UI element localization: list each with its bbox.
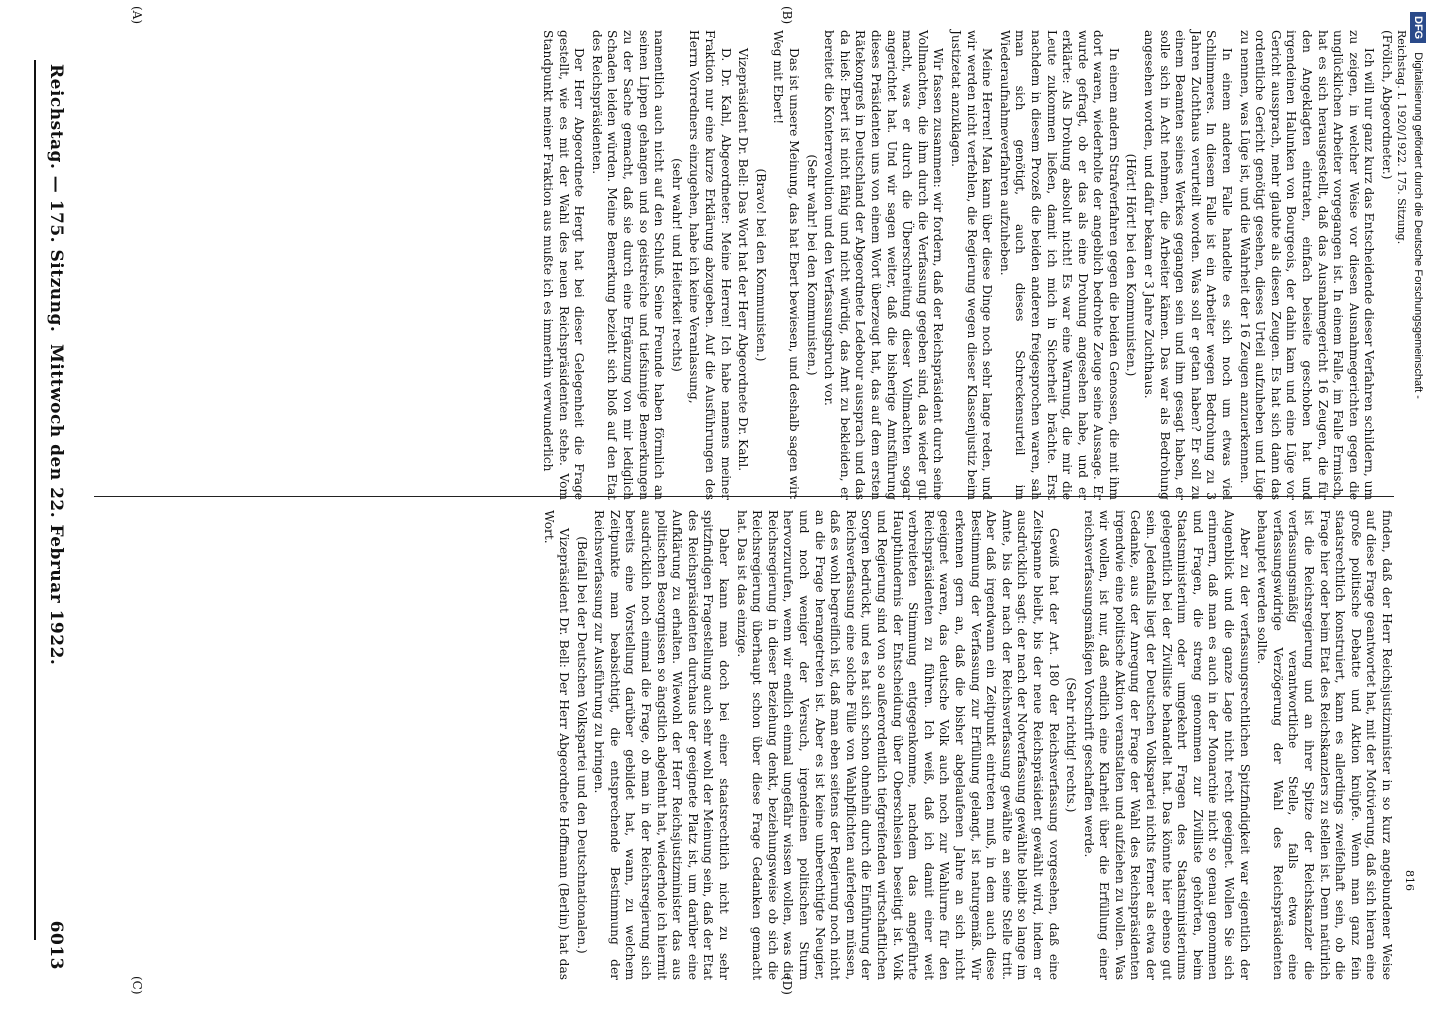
left-column-paragraph: D. Dr. Kahl, Abgeordneter: Meine Herren! Ich habe namens meiner Fraktion nur eine kurze Erklärung abzugeben. Auf die Ausführungen des Herrn Vorredners einzugehen, habe ich keine Veranlassung, xyxy=(687,30,733,500)
right-column-paragraph: Aber zu der verfassungsrechtlichen Spitzfindigkeit war eigentlich der Augenblick und die ganze Lage nicht recht geeignet. Wollen Sie sich erinnern, daß man es auch in der Monarchie nicht so genau genommen und Fragen, die streng genommen zur Zivilliste gehörten, beim Staatsministerium oder umgekehrt Fragen des Staatsministeriums gelegentlich bei der Zivilliste behandelt hat. Das könnte hier ebenso gut sein. Jedenfalls liegt der Deutschen Volkspartei nichts ferner als etwa der Gedanke, aus der Anregung der Frage der Wahl des Reichspräsidenten irgendwie eine politische Aktion veranstalten und aufziehen zu wollen. Was wir wollen, ist nur, daß endlich eine Klarheit über die Erfüllung einer reichsverfassungsmäßigen Vorschrift geschaffen werde. xyxy=(1081,510,1252,980)
left-column-paragraph: (sehr wahr! und Heiterkeit rechts) xyxy=(669,158,684,372)
left-column-paragraph: (Bravo! bei den Kommunisten.) xyxy=(753,168,768,362)
left-column-paragraph: namentlich auch nicht auf den Schluß. Seine Freunde haben förmlich an seinen Lippen gehangen und so geistreiche und tiefsinnige Bemerkungen zu der Sache gemacht, daß sie durch eine Ergänzung von mir lediglich Schaden leiden würden. Meine Bemerkung bezieht sich bloß auf den Etat des Reichspräsidenten. xyxy=(589,30,667,500)
margin-letter-d: (D) xyxy=(780,976,794,995)
page-header xyxy=(34,14,74,986)
left-column-paragraph: Ich will nur ganz kurz das Entscheidende dieser Verfahren schildern, um zu zeigen, in welcher Weise vor diesen Ausnahmegerichten gegen die unglücklichen Arbeiter vorgegangen ist. In einem Falle, im Falle Ermisch, hat es sich herausgestellt, daß das Ausnahmegericht 16 Zeugen, die für den Angeklagten eintraten, einfach beiseite geschoben hat und irgendeinen Halunken von Bourgeois, der dahin kam und eine Lüge vor Gericht aussprach, mehr glaubte als diesen Zeugen. Es hat sich dann das ordentliche Gericht genötigt gesehen, dieses Urteil aufzuheben und Lüge zu nennen, was Lüge ist, und die Wahrheit der 16 Zeugen anzuerkennen. xyxy=(1237,30,1377,500)
left-column-paragraph: Vizepräsident Dr. Bell: Das Wort hat der Herr Abgeordnete Dr. Kahl. xyxy=(736,48,751,472)
left-column-paragraph: (Sehr wahr! bei den Kommunisten.) xyxy=(804,154,819,376)
right-column-paragraph: (Beifall bei der Deutschen Volkspartei und den Deutschnationalen.) xyxy=(574,536,589,954)
right-column-paragraph: finden, daß der Herr Reichsjustizminister in so kurz angebundener Weise auf diese Frage geantwortet hat, mit der Motivierung, daß sich hieran eine große politische Debatte und Aktion knüpfe. Wenn man ganz fein staatsrechtlich konstruiert, kann es allerdings zweifelhaft sein, ob die Frage hier oder beim Etat des Reichskanzlers zu stellen ist. Denn natürlich ist die Reichsregierung und an ihrer Spitze der Reichskanzler die verfassungsmäßig verantwortliche Stelle, falls etwa eine verfassungswidrige Verzögerung der Wahl des Reichspräsidenten behauptet werden sollte. xyxy=(1255,510,1394,980)
left-column-paragraph: Das ist unsere Meinung, das hat Ebert bewiesen, und deshalb sagen wir: Weg mit Ebert! xyxy=(771,30,802,500)
header-session: Reichstag. — 175. Sitzung. xyxy=(46,64,66,333)
left-column-paragraph: (Hört! Hört! bei den Kommunisten.) xyxy=(1124,153,1139,377)
text-column-right xyxy=(84,510,1394,980)
column-divider xyxy=(94,496,1394,497)
left-column-paragraph: Wir fassen zusammen: wir fordern, daß der Reichspräsident durch seine Vollmachten, die ihm durch die Verfassung gegeben sind, das wieder gut macht, was er durch die Überschreitung dieser Vollmachten sogar angerichtet hat. Und wir sagen weiter, daß die bisherige Amtsführung dieses Präsidenten uns von einem Wort überzeugt hat, das auf dem ersten Rätekongreß in Deutschland der Abgeordnete Ledebour aussprach und das da hieß: Ebert ist nicht fähig und nicht würdig, das Amt zu bekleiden, er bereitet die Konterrevolution und den Verfassungsbruch vor. xyxy=(822,30,946,500)
credit-text: Digitalisierung gefördert durch die Deutsche Forschungsgemeinschaft - xyxy=(1412,52,1424,399)
margin-letter-a: (A) xyxy=(130,6,144,25)
margin-letter-c: (C) xyxy=(130,976,144,995)
left-column-paragraph: In einem anderen Falle handelte es sich noch um etwas viel Schlimmeres. In diesem Falle ist ein Arbeiter wegen Bedrohung zu 3 Jahren Zuchthaus verurteilt worden. Was soll er getan haben? Er soll zu einem Beamten seines Werkes gegangen sein und ihm gesagt haben, er solle sich in Acht nehmen, die Arbeiter kämen. Das war als Bedrohung angesehen worden, und dafür bekam er 3 Jahre Zuchthaus. xyxy=(1142,30,1235,500)
right-column-paragraph: Vizepräsident Dr. Bell: Der Herr Abgeordnete Hoffmann (Berlin) hat das Wort. xyxy=(541,510,572,980)
left-column-paragraph: Der Herr Abgeordnete Hergt hat bei dieser Gelegenheit die Frage gestellt, wie es mit der Wahl des neuen Reichspräsidenten stehe. Vom Standpunkt meiner Fraktion aus mußte ich es immerhin verwunderlich xyxy=(541,30,587,500)
left-column-paragraph: In einem andern Strafverfahren gegen die beiden Genossen, die mit ihm dort waren, wiederholte der angeblich bedrohte Zeuge seine Aussage. Er wurde gefragt, ob er das als eine Drohung angesehen habe, und er erklärte: Als Drohung absolut nicht! Es war eine Warnung, die mir die Leute zukommen ließen, damit ich mich in Sicherheit brächte. Erst nachdem in diesem Prozeß die beiden anderen freigesprochen waren, sah man sich genötigt, auch dieses Schreckensurteil im Wiederaufnahmeverfahren aufzuheben. xyxy=(997,30,1121,500)
right-column-paragraph: (Sehr richtig! rechts.) xyxy=(1064,677,1079,813)
text-column-left xyxy=(84,30,1394,500)
header-rule xyxy=(34,60,36,940)
footer-citation: Reichstag. I. 1920/1922. 175. Sitzung. xyxy=(1395,30,1408,245)
dfg-logo: DFG xyxy=(1410,12,1426,43)
right-column-paragraph: Gewiß hat der Art. 180 der Reichsverfassung vorgesehen, daß eine Zeitspanne bleibt, bis der neue Reichspräsident gewählt wird, indem er ausdrücklich sagt: der nach der Notverfassung gewählte bleibt so lange im Amte, bis der nach der Reichsverfassung gewählte an seine Stelle tritt. Aber daß irgendwann ein Zeitpunkt eintreten muß, in dem auch diese Bestimmung der Verfassung zur Erfüllung gelangt, ist naturgemäß. Wir erkennen gern an, daß die bisher abgelaufenen Jahre an sich nicht geeignet waren, das deutsche Volk auch noch zur Wahlurne für den Reichspräsidenten zu führen. Ich weiß, daß ich damit einer weit verbreiteten Stimmung entgegenkomme, nachdem das angeführte Haupthindernis der Entscheidung über Oberschlesien beseitigt ist. Volk und Regierung sind von so außerordentlich tiefgreifenden wirtschaftlichen Sorgen bedrückt, und es hat sich schon ohnehin durch die Einführung der Reichsverfassung eine solche Fülle von Wahlpflichten auferlegen müssen, daß es wohl begreiflich ist, daß man eben seitens der Regierung noch nicht an die Frage herangetreten ist. Aber es ist keine unberechtigte Neugier, und noch weniger der Versuch, irgendeinen politischen Sturm hervorzurufen, wenn wir endlich einmal ungefähr wissen wollen, was die Reichsregierung in dieser Beziehung denkt, beziehungsweise ob sich die Reichsregierung überhaupt schon über diese Frage Gedanken gemacht hat. Das ist das einzige. xyxy=(734,510,1061,980)
left-column-paragraph: Meine Herren! Man kann über diese Dinge noch sehr lange reden, und wir werden nicht verfehlen, die Regierung wegen dieser Klassenjustiz beim Justizetat anzuklagen. xyxy=(948,30,995,500)
footer-page-number: 816 xyxy=(1403,870,1416,891)
margin-letter-b: (B) xyxy=(780,6,794,25)
digitization-credit-strip xyxy=(1405,0,1431,1000)
header-page-number: 6013 xyxy=(46,920,66,970)
left-column-paragraph: (Frölich, Abgeordneter.) xyxy=(1380,30,1394,180)
header-date: Mittwoch den 22. Februar 1922. xyxy=(46,344,66,666)
right-column-paragraph: Daher kann man doch bei einer staatsrechtlich nicht zu sehr spitzfindigen Fragestellung auch sehr wohl der Meinung sein, daß der Etat des Reichspräsidenten durchaus der geeignete Platz ist, um darüber eine Aufklärung zu erhalten. Wiewohl der Herr Reichsjustizminister das aus politischen Besorgnissen so ängstlich abgelehnt hat, wiederhole ich hiermit ausdrücklich noch einmal die Frage, ob man in der Reichsregierung sich bereits eine Vorstellung darüber gebildet hat, wann, zu welchem Zeitpunkte man beabsichtigt, die entsprechende Bestimmung der Reichsverfassung zur Ausführung zu bringen. xyxy=(592,510,732,980)
